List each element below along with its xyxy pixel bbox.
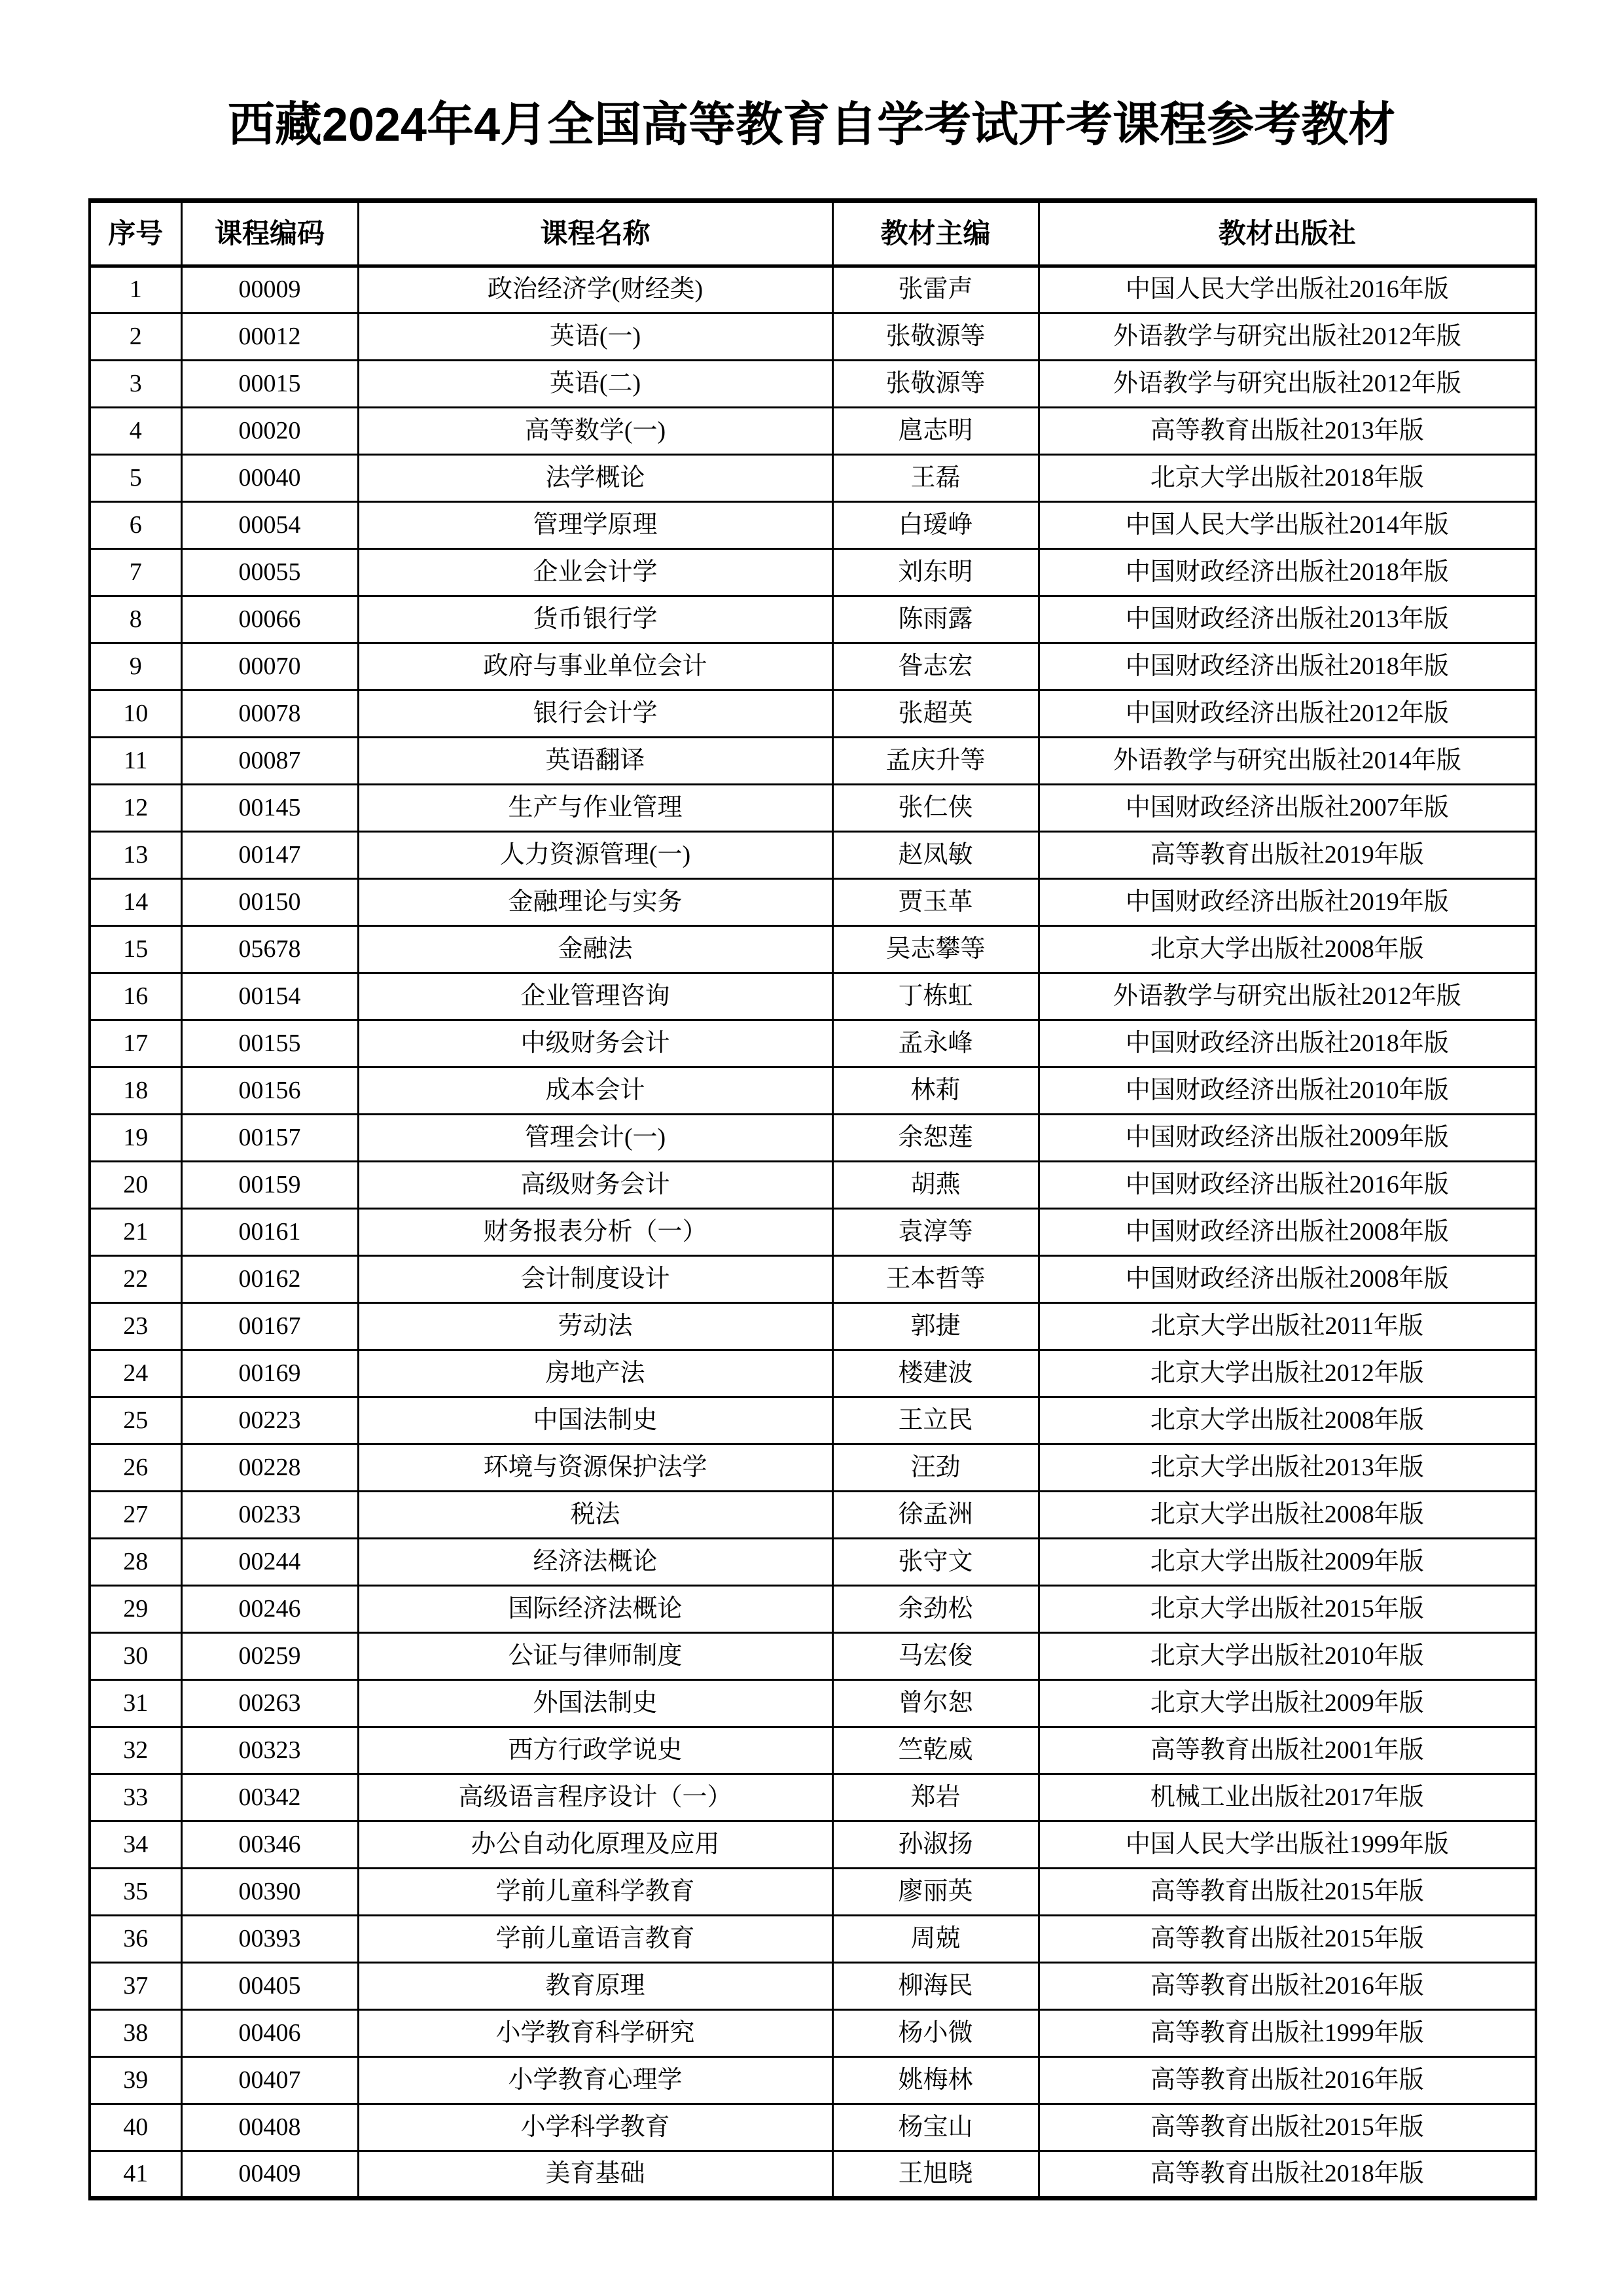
table-row bbox=[90, 1916, 1536, 1963]
table-row bbox=[90, 973, 1536, 1020]
cell-editor: 廖丽英 bbox=[832, 1869, 1039, 1916]
table-row bbox=[90, 1020, 1536, 1067]
cell-course-name: 金融法 bbox=[358, 926, 832, 973]
cell-course-code: 00169 bbox=[181, 1350, 358, 1397]
cell-course-no: 36 bbox=[90, 1916, 181, 1963]
cell-course-name: 国际经济法概论 bbox=[358, 1586, 832, 1633]
cell-publisher: 高等教育出版社2019年版 bbox=[1039, 832, 1536, 879]
cell-course-code: 00233 bbox=[181, 1492, 358, 1539]
cell-course-code: 00246 bbox=[181, 1586, 358, 1633]
cell-course-no: 2 bbox=[90, 314, 181, 361]
cell-publisher: 北京大学出版社2010年版 bbox=[1039, 1633, 1536, 1680]
column-header-name: 课程名称 bbox=[358, 201, 832, 266]
cell-course-code: 00263 bbox=[181, 1680, 358, 1727]
cell-course-code: 00087 bbox=[181, 738, 358, 785]
cell-publisher: 高等教育出版社2013年版 bbox=[1039, 408, 1536, 455]
cell-course-code: 00009 bbox=[181, 266, 358, 314]
table-row bbox=[90, 1350, 1536, 1397]
table-row bbox=[90, 2104, 1536, 2151]
cell-editor: 徐孟洲 bbox=[832, 1492, 1039, 1539]
cell-course-code: 05678 bbox=[181, 926, 358, 973]
cell-course-name: 政府与事业单位会计 bbox=[358, 643, 832, 691]
cell-editor: 楼建波 bbox=[832, 1350, 1039, 1397]
cell-course-name: 法学概论 bbox=[358, 455, 832, 502]
table-row bbox=[90, 1067, 1536, 1115]
cell-course-code: 00015 bbox=[181, 361, 358, 408]
cell-publisher: 北京大学出版社2008年版 bbox=[1039, 1397, 1536, 1444]
cell-course-no: 8 bbox=[90, 596, 181, 643]
table-row bbox=[90, 502, 1536, 549]
cell-course-code: 00147 bbox=[181, 832, 358, 879]
cell-publisher: 中国财政经济出版社2013年版 bbox=[1039, 596, 1536, 643]
cell-publisher: 外语教学与研究出版社2012年版 bbox=[1039, 361, 1536, 408]
cell-editor: 郑岩 bbox=[832, 1774, 1039, 1821]
cell-course-name: 中级财务会计 bbox=[358, 1020, 832, 1067]
cell-course-no: 21 bbox=[90, 1209, 181, 1256]
cell-publisher: 北京大学出版社2015年版 bbox=[1039, 1586, 1536, 1633]
table-row bbox=[90, 1397, 1536, 1444]
cell-course-name: 学前儿童科学教育 bbox=[358, 1869, 832, 1916]
cell-publisher: 中国人民大学出版社1999年版 bbox=[1039, 1821, 1536, 1869]
cell-editor: 张敬源等 bbox=[832, 314, 1039, 361]
cell-editor: 周兢 bbox=[832, 1916, 1039, 1963]
table-row bbox=[90, 1303, 1536, 1350]
table-row bbox=[90, 926, 1536, 973]
cell-course-code: 00228 bbox=[181, 1444, 358, 1492]
table-header-row bbox=[90, 201, 1536, 266]
cell-course-code: 00012 bbox=[181, 314, 358, 361]
cell-course-no: 32 bbox=[90, 1727, 181, 1774]
table-row bbox=[90, 1963, 1536, 2010]
cell-course-no: 19 bbox=[90, 1115, 181, 1162]
table-row bbox=[90, 1115, 1536, 1162]
cell-publisher: 中国财政经济出版社2010年版 bbox=[1039, 1067, 1536, 1115]
cell-publisher: 高等教育出版社2015年版 bbox=[1039, 1916, 1536, 1963]
cell-course-no: 11 bbox=[90, 738, 181, 785]
cell-course-name: 经济法概论 bbox=[358, 1539, 832, 1586]
cell-publisher: 中国财政经济出版社2018年版 bbox=[1039, 1020, 1536, 1067]
cell-course-no: 29 bbox=[90, 1586, 181, 1633]
cell-publisher: 中国财政经济出版社2008年版 bbox=[1039, 1256, 1536, 1303]
cell-course-code: 00390 bbox=[181, 1869, 358, 1916]
table-row bbox=[90, 1492, 1536, 1539]
cell-editor: 张雷声 bbox=[832, 266, 1039, 314]
cell-course-no: 27 bbox=[90, 1492, 181, 1539]
cell-course-no: 20 bbox=[90, 1162, 181, 1209]
cell-course-no: 5 bbox=[90, 455, 181, 502]
cell-course-name: 财务报表分析（一） bbox=[358, 1209, 832, 1256]
table-row bbox=[90, 2151, 1536, 2198]
cell-course-no: 15 bbox=[90, 926, 181, 973]
table-row bbox=[90, 314, 1536, 361]
table-row bbox=[90, 879, 1536, 926]
table-row bbox=[90, 1586, 1536, 1633]
cell-editor: 袁淳等 bbox=[832, 1209, 1039, 1256]
table-row bbox=[90, 455, 1536, 502]
cell-course-name: 企业管理咨询 bbox=[358, 973, 832, 1020]
cell-publisher: 中国财政经济出版社2016年版 bbox=[1039, 1162, 1536, 1209]
cell-course-code: 00393 bbox=[181, 1916, 358, 1963]
cell-course-no: 37 bbox=[90, 1963, 181, 2010]
table-body bbox=[90, 266, 1536, 2198]
cell-publisher: 中国财政经济出版社2018年版 bbox=[1039, 643, 1536, 691]
cell-course-no: 30 bbox=[90, 1633, 181, 1680]
cell-course-name: 高等数学(一) bbox=[358, 408, 832, 455]
cell-course-no: 35 bbox=[90, 1869, 181, 1916]
cell-publisher: 高等教育出版社2018年版 bbox=[1039, 2151, 1536, 2198]
table-row bbox=[90, 1256, 1536, 1303]
cell-course-code: 00162 bbox=[181, 1256, 358, 1303]
cell-course-name: 金融理论与实务 bbox=[358, 879, 832, 926]
cell-editor: 柳海民 bbox=[832, 1963, 1039, 2010]
cell-course-code: 00244 bbox=[181, 1539, 358, 1586]
cell-course-no: 10 bbox=[90, 691, 181, 738]
cell-editor: 杨宝山 bbox=[832, 2104, 1039, 2151]
cell-course-no: 4 bbox=[90, 408, 181, 455]
cell-publisher: 北京大学出版社2011年版 bbox=[1039, 1303, 1536, 1350]
table-row bbox=[90, 549, 1536, 596]
cell-publisher: 中国人民大学出版社2016年版 bbox=[1039, 266, 1536, 314]
cell-course-name: 税法 bbox=[358, 1492, 832, 1539]
cell-course-code: 00405 bbox=[181, 1963, 358, 2010]
cell-editor: 张超英 bbox=[832, 691, 1039, 738]
cell-course-code: 00159 bbox=[181, 1162, 358, 1209]
cell-course-code: 00150 bbox=[181, 879, 358, 926]
cell-publisher: 中国财政经济出版社2019年版 bbox=[1039, 879, 1536, 926]
table-row bbox=[90, 1869, 1536, 1916]
cell-course-no: 33 bbox=[90, 1774, 181, 1821]
cell-course-name: 会计制度设计 bbox=[358, 1256, 832, 1303]
cell-course-no: 24 bbox=[90, 1350, 181, 1397]
cell-course-name: 公证与律师制度 bbox=[358, 1633, 832, 1680]
cell-course-name: 政治经济学(财经类) bbox=[358, 266, 832, 314]
cell-editor: 张守文 bbox=[832, 1539, 1039, 1586]
cell-publisher: 高等教育出版社2015年版 bbox=[1039, 1869, 1536, 1916]
cell-publisher: 中国财政经济出版社2018年版 bbox=[1039, 549, 1536, 596]
cell-publisher: 高等教育出版社1999年版 bbox=[1039, 2010, 1536, 2057]
cell-course-name: 小学教育心理学 bbox=[358, 2057, 832, 2104]
cell-editor: 曾尔恕 bbox=[832, 1680, 1039, 1727]
cell-editor: 汪劲 bbox=[832, 1444, 1039, 1492]
cell-publisher: 高等教育出版社2001年版 bbox=[1039, 1727, 1536, 1774]
cell-course-no: 26 bbox=[90, 1444, 181, 1492]
cell-course-name: 外国法制史 bbox=[358, 1680, 832, 1727]
cell-course-name: 房地产法 bbox=[358, 1350, 832, 1397]
cell-course-name: 货币银行学 bbox=[358, 596, 832, 643]
cell-publisher: 北京大学出版社2018年版 bbox=[1039, 455, 1536, 502]
cell-editor: 王磊 bbox=[832, 455, 1039, 502]
cell-editor: 孟庆升等 bbox=[832, 738, 1039, 785]
cell-editor: 孟永峰 bbox=[832, 1020, 1039, 1067]
cell-editor: 余恕莲 bbox=[832, 1115, 1039, 1162]
cell-editor: 扈志明 bbox=[832, 408, 1039, 455]
cell-course-code: 00323 bbox=[181, 1727, 358, 1774]
cell-editor: 王本哲等 bbox=[832, 1256, 1039, 1303]
cell-course-no: 22 bbox=[90, 1256, 181, 1303]
cell-editor: 白瑷峥 bbox=[832, 502, 1039, 549]
cell-editor: 昝志宏 bbox=[832, 643, 1039, 691]
cell-course-code: 00342 bbox=[181, 1774, 358, 1821]
cell-editor: 林莉 bbox=[832, 1067, 1039, 1115]
cell-course-code: 00259 bbox=[181, 1633, 358, 1680]
cell-editor: 丁栋虹 bbox=[832, 973, 1039, 1020]
cell-course-code: 00407 bbox=[181, 2057, 358, 2104]
cell-publisher: 中国财政经济出版社2009年版 bbox=[1039, 1115, 1536, 1162]
cell-editor: 王立民 bbox=[832, 1397, 1039, 1444]
cell-course-code: 00167 bbox=[181, 1303, 358, 1350]
cell-course-no: 38 bbox=[90, 2010, 181, 2057]
cell-editor: 杨小微 bbox=[832, 2010, 1039, 2057]
cell-editor: 赵凤敏 bbox=[832, 832, 1039, 879]
table-row bbox=[90, 1444, 1536, 1492]
cell-course-name: 办公自动化原理及应用 bbox=[358, 1821, 832, 1869]
cell-editor: 马宏俊 bbox=[832, 1633, 1039, 1680]
table-header bbox=[90, 201, 1536, 266]
column-header-editor: 教材主编 bbox=[832, 201, 1039, 266]
cell-course-no: 7 bbox=[90, 549, 181, 596]
cell-publisher: 外语教学与研究出版社2012年版 bbox=[1039, 314, 1536, 361]
cell-course-no: 18 bbox=[90, 1067, 181, 1115]
cell-course-no: 40 bbox=[90, 2104, 181, 2151]
cell-course-no: 31 bbox=[90, 1680, 181, 1727]
cell-publisher: 外语教学与研究出版社2012年版 bbox=[1039, 973, 1536, 1020]
cell-course-no: 14 bbox=[90, 879, 181, 926]
cell-editor: 姚梅林 bbox=[832, 2057, 1039, 2104]
cell-course-name: 生产与作业管理 bbox=[358, 785, 832, 832]
table-row bbox=[90, 691, 1536, 738]
cell-editor: 吴志攀等 bbox=[832, 926, 1039, 973]
cell-publisher: 中国财政经济出版社2012年版 bbox=[1039, 691, 1536, 738]
cell-course-name: 教育原理 bbox=[358, 1963, 832, 2010]
table-row bbox=[90, 596, 1536, 643]
cell-course-name: 西方行政学说史 bbox=[358, 1727, 832, 1774]
table-row bbox=[90, 408, 1536, 455]
course-reference-table bbox=[88, 198, 1537, 2200]
cell-course-code: 00066 bbox=[181, 596, 358, 643]
column-header-code: 课程编码 bbox=[181, 201, 358, 266]
cell-course-name: 英语(二) bbox=[358, 361, 832, 408]
cell-course-name: 环境与资源保护法学 bbox=[358, 1444, 832, 1492]
cell-course-no: 17 bbox=[90, 1020, 181, 1067]
cell-course-code: 00161 bbox=[181, 1209, 358, 1256]
cell-course-code: 00406 bbox=[181, 2010, 358, 2057]
cell-course-code: 00145 bbox=[181, 785, 358, 832]
cell-course-no: 34 bbox=[90, 1821, 181, 1869]
table-row bbox=[90, 1209, 1536, 1256]
cell-course-name: 企业会计学 bbox=[358, 549, 832, 596]
cell-publisher: 中国财政经济出版社2007年版 bbox=[1039, 785, 1536, 832]
cell-course-no: 13 bbox=[90, 832, 181, 879]
cell-publisher: 北京大学出版社2008年版 bbox=[1039, 1492, 1536, 1539]
cell-publisher: 北京大学出版社2008年版 bbox=[1039, 926, 1536, 973]
cell-course-no: 41 bbox=[90, 2151, 181, 2198]
cell-publisher: 高等教育出版社2016年版 bbox=[1039, 2057, 1536, 2104]
cell-course-code: 00040 bbox=[181, 455, 358, 502]
cell-publisher: 北京大学出版社2009年版 bbox=[1039, 1680, 1536, 1727]
cell-publisher: 北京大学出版社2012年版 bbox=[1039, 1350, 1536, 1397]
cell-editor: 胡燕 bbox=[832, 1162, 1039, 1209]
cell-editor: 张仁侠 bbox=[832, 785, 1039, 832]
cell-editor: 郭捷 bbox=[832, 1303, 1039, 1350]
cell-publisher: 北京大学出版社2009年版 bbox=[1039, 1539, 1536, 1586]
cell-course-name: 成本会计 bbox=[358, 1067, 832, 1115]
table-row bbox=[90, 1633, 1536, 1680]
cell-editor: 张敬源等 bbox=[832, 361, 1039, 408]
table-row bbox=[90, 1539, 1536, 1586]
cell-course-no: 16 bbox=[90, 973, 181, 1020]
cell-course-no: 1 bbox=[90, 266, 181, 314]
cell-course-name: 英语(一) bbox=[358, 314, 832, 361]
table-row bbox=[90, 1727, 1536, 1774]
cell-publisher: 北京大学出版社2013年版 bbox=[1039, 1444, 1536, 1492]
cell-course-name: 高级财务会计 bbox=[358, 1162, 832, 1209]
course-table-container bbox=[88, 198, 1535, 2200]
cell-course-no: 25 bbox=[90, 1397, 181, 1444]
cell-course-code: 00054 bbox=[181, 502, 358, 549]
cell-editor: 竺乾威 bbox=[832, 1727, 1039, 1774]
table-row bbox=[90, 1680, 1536, 1727]
cell-course-name: 中国法制史 bbox=[358, 1397, 832, 1444]
table-row bbox=[90, 1162, 1536, 1209]
cell-course-name: 人力资源管理(一) bbox=[358, 832, 832, 879]
cell-editor: 余劲松 bbox=[832, 1586, 1039, 1633]
cell-course-no: 39 bbox=[90, 2057, 181, 2104]
cell-course-code: 00155 bbox=[181, 1020, 358, 1067]
cell-course-no: 12 bbox=[90, 785, 181, 832]
cell-course-name: 高级语言程序设计（一） bbox=[358, 1774, 832, 1821]
cell-publisher: 中国人民大学出版社2014年版 bbox=[1039, 502, 1536, 549]
cell-publisher: 外语教学与研究出版社2014年版 bbox=[1039, 738, 1536, 785]
table-row bbox=[90, 738, 1536, 785]
table-row bbox=[90, 643, 1536, 691]
cell-course-no: 6 bbox=[90, 502, 181, 549]
cell-course-code: 00223 bbox=[181, 1397, 358, 1444]
cell-course-no: 3 bbox=[90, 361, 181, 408]
table-row bbox=[90, 1774, 1536, 1821]
cell-publisher: 高等教育出版社2015年版 bbox=[1039, 2104, 1536, 2151]
cell-course-code: 00346 bbox=[181, 1821, 358, 1869]
table-row bbox=[90, 785, 1536, 832]
cell-course-name: 劳动法 bbox=[358, 1303, 832, 1350]
cell-course-name: 管理学原理 bbox=[358, 502, 832, 549]
cell-course-no: 9 bbox=[90, 643, 181, 691]
cell-course-code: 00409 bbox=[181, 2151, 358, 2198]
table-row bbox=[90, 361, 1536, 408]
cell-publisher: 高等教育出版社2016年版 bbox=[1039, 1963, 1536, 2010]
cell-editor: 王旭晓 bbox=[832, 2151, 1039, 2198]
cell-course-no: 28 bbox=[90, 1539, 181, 1586]
table-row bbox=[90, 266, 1536, 314]
cell-course-name: 管理会计(一) bbox=[358, 1115, 832, 1162]
cell-course-name: 小学教育科学研究 bbox=[358, 2010, 832, 2057]
cell-course-name: 美育基础 bbox=[358, 2151, 832, 2198]
cell-course-name: 小学科学教育 bbox=[358, 2104, 832, 2151]
cell-editor: 贾玉革 bbox=[832, 879, 1039, 926]
column-header-no: 序号 bbox=[90, 201, 181, 266]
cell-course-code: 00156 bbox=[181, 1067, 358, 1115]
cell-course-name: 英语翻译 bbox=[358, 738, 832, 785]
cell-editor: 陈雨露 bbox=[832, 596, 1039, 643]
table-row bbox=[90, 2010, 1536, 2057]
cell-course-no: 23 bbox=[90, 1303, 181, 1350]
table-row bbox=[90, 1821, 1536, 1869]
cell-course-code: 00020 bbox=[181, 408, 358, 455]
page-title: 西藏2024年4月全国高等教育自学考试开考课程参考教材 bbox=[227, 99, 1396, 151]
cell-course-code: 00408 bbox=[181, 2104, 358, 2151]
cell-publisher: 机械工业出版社2017年版 bbox=[1039, 1774, 1536, 1821]
cell-course-code: 00157 bbox=[181, 1115, 358, 1162]
cell-course-name: 学前儿童语言教育 bbox=[358, 1916, 832, 1963]
cell-course-name: 银行会计学 bbox=[358, 691, 832, 738]
column-header-publisher: 教材出版社 bbox=[1039, 201, 1536, 266]
cell-editor: 刘东明 bbox=[832, 549, 1039, 596]
cell-course-code: 00070 bbox=[181, 643, 358, 691]
cell-course-code: 00078 bbox=[181, 691, 358, 738]
table-row bbox=[90, 832, 1536, 879]
cell-course-code: 00154 bbox=[181, 973, 358, 1020]
cell-editor: 孙淑扬 bbox=[832, 1821, 1039, 1869]
cell-course-code: 00055 bbox=[181, 549, 358, 596]
cell-publisher: 中国财政经济出版社2008年版 bbox=[1039, 1209, 1536, 1256]
table-row bbox=[90, 2057, 1536, 2104]
